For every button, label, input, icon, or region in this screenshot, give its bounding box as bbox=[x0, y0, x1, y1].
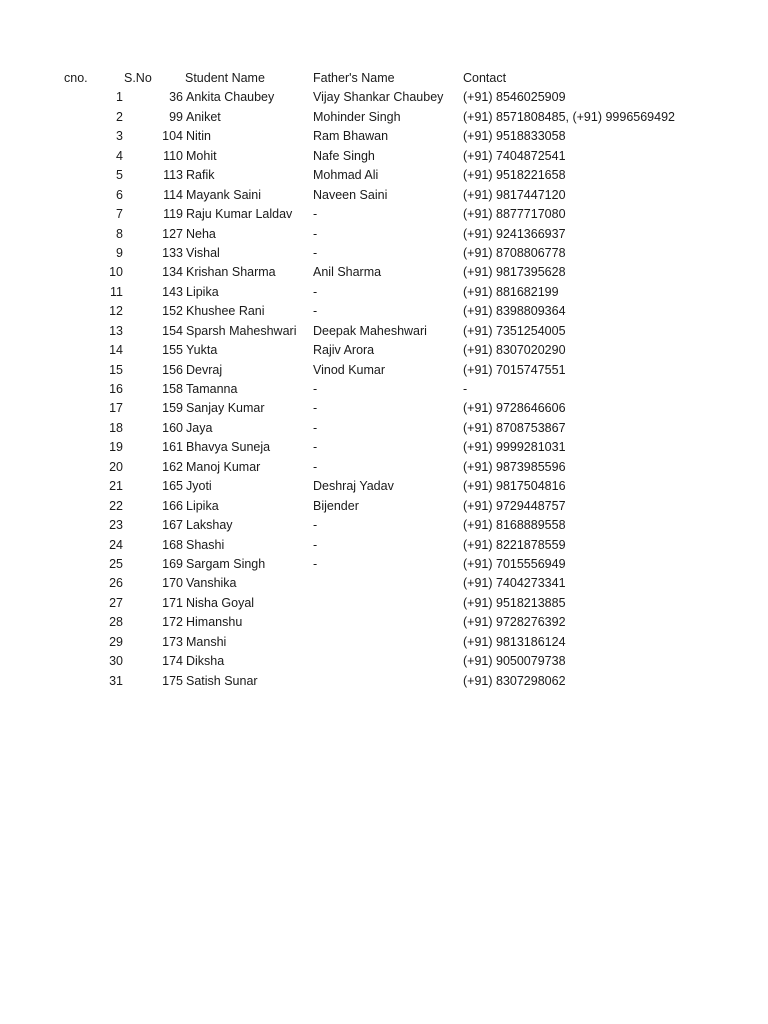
student-name-cell: Sanjay Kumar bbox=[186, 401, 265, 416]
father-name-cell: Rajiv Arora bbox=[313, 343, 375, 358]
cno-cell: 26 bbox=[109, 576, 123, 591]
table-body bbox=[0, 88, 768, 691]
table-row bbox=[0, 497, 768, 516]
sno-cell: 113 bbox=[163, 168, 183, 183]
table-row bbox=[0, 88, 768, 107]
cno-cell: 12 bbox=[109, 304, 123, 319]
contact-cell: (+91) 7351254005 bbox=[463, 323, 566, 338]
contact-cell: (+91) 9999281031 bbox=[463, 440, 566, 455]
student-name-cell: Lipika bbox=[186, 498, 219, 513]
father-name-cell: Nafe Singh bbox=[313, 148, 375, 163]
sno-cell: 171 bbox=[162, 595, 183, 610]
sno-cell: 173 bbox=[162, 634, 183, 649]
sno-cell: 165 bbox=[162, 479, 183, 494]
contact-cell: (+91) 8307298062 bbox=[463, 673, 566, 688]
cno-cell: 23 bbox=[109, 518, 123, 533]
table-row bbox=[0, 341, 768, 360]
sno-cell: 154 bbox=[162, 323, 183, 338]
contact-cell: (+91) 881682199 bbox=[463, 284, 559, 299]
table-row bbox=[0, 302, 768, 321]
table-row bbox=[0, 613, 768, 632]
cno-cell: 11 bbox=[110, 284, 123, 299]
table-row bbox=[0, 458, 768, 477]
student-name-cell: Yukta bbox=[186, 343, 218, 358]
student-name-cell: Khushee Rani bbox=[186, 304, 265, 319]
student-name-cell: Ankita Chaubey bbox=[186, 90, 275, 105]
contact-cell: (+91) 9518221658 bbox=[463, 168, 566, 183]
table-row bbox=[0, 594, 768, 613]
table-row bbox=[0, 127, 768, 146]
sno-cell: 133 bbox=[162, 245, 183, 260]
table-row bbox=[0, 477, 768, 496]
cno-cell: 4 bbox=[116, 148, 123, 163]
student-name-cell: Manoj Kumar bbox=[186, 459, 261, 474]
student-name-cell: Aniket bbox=[186, 109, 221, 124]
father-name-cell: Mohinder Singh bbox=[313, 109, 401, 124]
contact-cell: (+91) 9729448757 bbox=[463, 498, 566, 513]
header-student-name: Student Name bbox=[185, 71, 265, 85]
sno-cell: 159 bbox=[162, 401, 183, 416]
sno-cell: 36 bbox=[169, 90, 183, 105]
sno-cell: 127 bbox=[162, 226, 183, 241]
student-name-cell: Nitin bbox=[186, 129, 212, 144]
sno-cell: 166 bbox=[162, 498, 183, 513]
sno-cell: 158 bbox=[162, 382, 183, 396]
cno-cell: 1 bbox=[116, 90, 123, 105]
contact-cell: (+91) 8221878559 bbox=[463, 537, 566, 552]
sno-cell: 160 bbox=[162, 420, 183, 435]
contact-cell: (+91) 9873985596 bbox=[463, 459, 566, 474]
contact-cell: (+91) 9813186124 bbox=[463, 634, 566, 649]
table-row bbox=[0, 652, 768, 671]
contact-cell: (+91) 8877717080 bbox=[463, 207, 566, 222]
sno-cell: 155 bbox=[162, 343, 183, 358]
header-father-name: Father's Name bbox=[313, 71, 395, 85]
student-name-cell: Devraj bbox=[186, 362, 223, 377]
contact-cell: (+91) 8708806778 bbox=[463, 245, 566, 260]
table-row bbox=[0, 399, 768, 418]
cno-cell: 31 bbox=[109, 673, 123, 688]
student-name-cell: Shashi bbox=[186, 537, 225, 552]
student-name-cell: Vishal bbox=[186, 245, 220, 260]
sno-cell: 161 bbox=[162, 440, 183, 455]
contact-cell: (+91) 7404872541 bbox=[463, 148, 566, 163]
student-name-cell: Mayank Saini bbox=[186, 187, 262, 202]
header-contact: Contact bbox=[463, 71, 507, 85]
sno-cell: 174 bbox=[162, 654, 183, 669]
cno-cell: 30 bbox=[109, 654, 123, 669]
cno-cell: 10 bbox=[109, 265, 123, 280]
student-name-cell: Vanshika bbox=[186, 576, 237, 591]
cno-cell: 15 bbox=[109, 362, 123, 377]
cno-cell: 24 bbox=[109, 537, 123, 552]
table-row bbox=[0, 283, 768, 302]
sno-cell: 162 bbox=[162, 459, 183, 474]
student-name-cell: Krishan Sharma bbox=[186, 265, 276, 280]
sno-cell: 170 bbox=[162, 576, 183, 591]
sno-cell: 134 bbox=[162, 265, 183, 280]
father-name-cell: - bbox=[313, 440, 318, 455]
cno-cell: 18 bbox=[109, 420, 123, 435]
student-name-cell: Sargam Singh bbox=[186, 556, 266, 571]
contact-cell: (+91) 9817395628 bbox=[463, 265, 566, 280]
student-contact-sheet bbox=[0, 69, 768, 691]
table-row bbox=[0, 536, 768, 555]
table-row bbox=[0, 380, 768, 399]
cno-cell: 22 bbox=[109, 498, 123, 513]
table-row bbox=[0, 516, 768, 535]
sno-cell: 114 bbox=[163, 187, 183, 202]
table-row bbox=[0, 574, 768, 593]
table-row bbox=[0, 322, 768, 341]
father-name-cell: Bijender bbox=[313, 498, 359, 513]
cno-cell: 8 bbox=[116, 226, 123, 241]
contact-cell: (+91) 9050079738 bbox=[463, 654, 566, 669]
student-name-cell: Bhavya Suneja bbox=[186, 440, 271, 455]
contact-cell: - bbox=[463, 382, 468, 396]
cno-cell: 6 bbox=[116, 187, 123, 202]
contact-cell: (+91) 8168889558 bbox=[463, 518, 566, 533]
cno-cell: 19 bbox=[109, 440, 123, 455]
father-name-cell: - bbox=[313, 207, 318, 222]
contact-cell: (+91) 8546025909 bbox=[463, 90, 566, 105]
contact-cell: (+91) 9728276392 bbox=[463, 615, 566, 630]
cno-cell: 20 bbox=[109, 459, 123, 474]
table-row bbox=[0, 263, 768, 282]
cno-cell: 14 bbox=[109, 343, 123, 358]
header-sno: S.No bbox=[124, 71, 152, 85]
sno-cell: 175 bbox=[162, 673, 183, 688]
table-row bbox=[0, 225, 768, 244]
father-name-cell: - bbox=[313, 284, 318, 299]
cno-cell: 2 bbox=[116, 109, 123, 124]
father-name-cell: Ram Bhawan bbox=[313, 129, 389, 144]
contact-cell: (+91) 7015747551 bbox=[463, 362, 566, 377]
cno-cell: 7 bbox=[116, 207, 123, 222]
contact-cell: (+91) 9817447120 bbox=[463, 187, 566, 202]
contact-cell: (+91) 8708753867 bbox=[463, 420, 566, 435]
sno-cell: 110 bbox=[163, 148, 183, 163]
student-name-cell: Nisha Goyal bbox=[186, 595, 255, 610]
cno-cell: 29 bbox=[109, 634, 123, 649]
student-name-cell: Himanshu bbox=[186, 615, 243, 630]
sno-cell: 119 bbox=[163, 207, 183, 222]
contact-cell: (+91) 8307020290 bbox=[463, 343, 566, 358]
table-row bbox=[0, 186, 768, 205]
sno-cell: 104 bbox=[162, 129, 183, 144]
student-name-cell: Jaya bbox=[186, 420, 213, 435]
father-name-cell: - bbox=[313, 245, 318, 260]
table-row bbox=[0, 419, 768, 438]
father-name-cell: - bbox=[313, 304, 318, 319]
student-name-cell: Diksha bbox=[186, 654, 225, 669]
table-row bbox=[0, 244, 768, 263]
contact-cell: (+91) 8398809364 bbox=[463, 304, 566, 319]
header-row bbox=[0, 69, 768, 88]
student-name-cell: Neha bbox=[186, 226, 216, 241]
father-name-cell: Mohmad Ali bbox=[313, 168, 379, 183]
contact-cell: (+91) 9728646606 bbox=[463, 401, 566, 416]
father-name-cell: Naveen Saini bbox=[313, 187, 388, 202]
father-name-cell: - bbox=[313, 420, 318, 435]
student-name-cell: Tamanna bbox=[186, 382, 238, 396]
header-cno: cno. bbox=[64, 71, 88, 85]
contact-cell: (+91) 7404273341 bbox=[463, 576, 566, 591]
father-name-cell: - bbox=[313, 556, 318, 571]
contact-cell: (+91) 9817504816 bbox=[463, 479, 566, 494]
father-name-cell: Vinod Kumar bbox=[313, 362, 386, 377]
father-name-cell: - bbox=[313, 518, 318, 533]
sno-cell: 172 bbox=[162, 615, 183, 630]
cno-cell: 28 bbox=[109, 615, 123, 630]
father-name-cell: Deshraj Yadav bbox=[313, 479, 394, 494]
sno-cell: 168 bbox=[162, 537, 183, 552]
student-name-cell: Satish Sunar bbox=[186, 673, 258, 688]
cno-cell: 17 bbox=[109, 401, 123, 416]
table-row bbox=[0, 166, 768, 185]
contact-cell: (+91) 8571808485, (+91) 9996569492 bbox=[463, 109, 675, 124]
table-row bbox=[0, 361, 768, 380]
father-name-cell: Anil Sharma bbox=[313, 265, 382, 280]
student-name-cell: Raju Kumar Laldav bbox=[186, 207, 293, 222]
table-row bbox=[0, 438, 768, 457]
table-row bbox=[0, 633, 768, 652]
table-row bbox=[0, 555, 768, 574]
table-row bbox=[0, 672, 768, 691]
contact-cell: (+91) 9518213885 bbox=[463, 595, 566, 610]
cno-cell: 13 bbox=[109, 323, 123, 338]
contact-cell: (+91) 7015556949 bbox=[463, 556, 566, 571]
sno-cell: 152 bbox=[162, 304, 183, 319]
sno-cell: 169 bbox=[162, 556, 183, 571]
father-name-cell: - bbox=[313, 401, 318, 416]
father-name-cell: - bbox=[313, 459, 318, 474]
sno-cell: 143 bbox=[162, 284, 183, 299]
contact-cell: (+91) 9518833058 bbox=[463, 129, 566, 144]
cno-cell: 5 bbox=[116, 168, 123, 183]
table-row bbox=[0, 147, 768, 166]
table-row bbox=[0, 205, 768, 224]
table-row bbox=[0, 108, 768, 127]
student-name-cell: Manshi bbox=[186, 634, 227, 649]
cno-cell: 21 bbox=[109, 479, 123, 494]
cno-cell: 27 bbox=[109, 595, 123, 610]
student-name-cell: Lipika bbox=[186, 284, 219, 299]
cno-cell: 9 bbox=[116, 245, 123, 260]
cno-cell: 3 bbox=[116, 129, 123, 144]
father-name-cell: - bbox=[313, 537, 318, 552]
student-name-cell: Lakshay bbox=[186, 518, 233, 533]
sno-cell: 99 bbox=[169, 109, 183, 124]
sno-cell: 167 bbox=[162, 518, 183, 533]
student-name-cell: Mohit bbox=[186, 148, 217, 163]
student-name-cell: Rafik bbox=[186, 168, 215, 183]
contact-cell: (+91) 9241366937 bbox=[463, 226, 566, 241]
student-name-cell: Jyoti bbox=[186, 479, 212, 494]
father-name-cell: Vijay Shankar Chaubey bbox=[313, 90, 444, 105]
father-name-cell: - bbox=[313, 382, 318, 396]
cno-cell: 25 bbox=[109, 556, 123, 571]
sno-cell: 156 bbox=[162, 362, 183, 377]
cno-cell: 16 bbox=[109, 382, 123, 396]
father-name-cell: - bbox=[313, 226, 318, 241]
father-name-cell: Deepak Maheshwari bbox=[313, 323, 427, 338]
student-name-cell: Sparsh Maheshwari bbox=[186, 323, 297, 338]
